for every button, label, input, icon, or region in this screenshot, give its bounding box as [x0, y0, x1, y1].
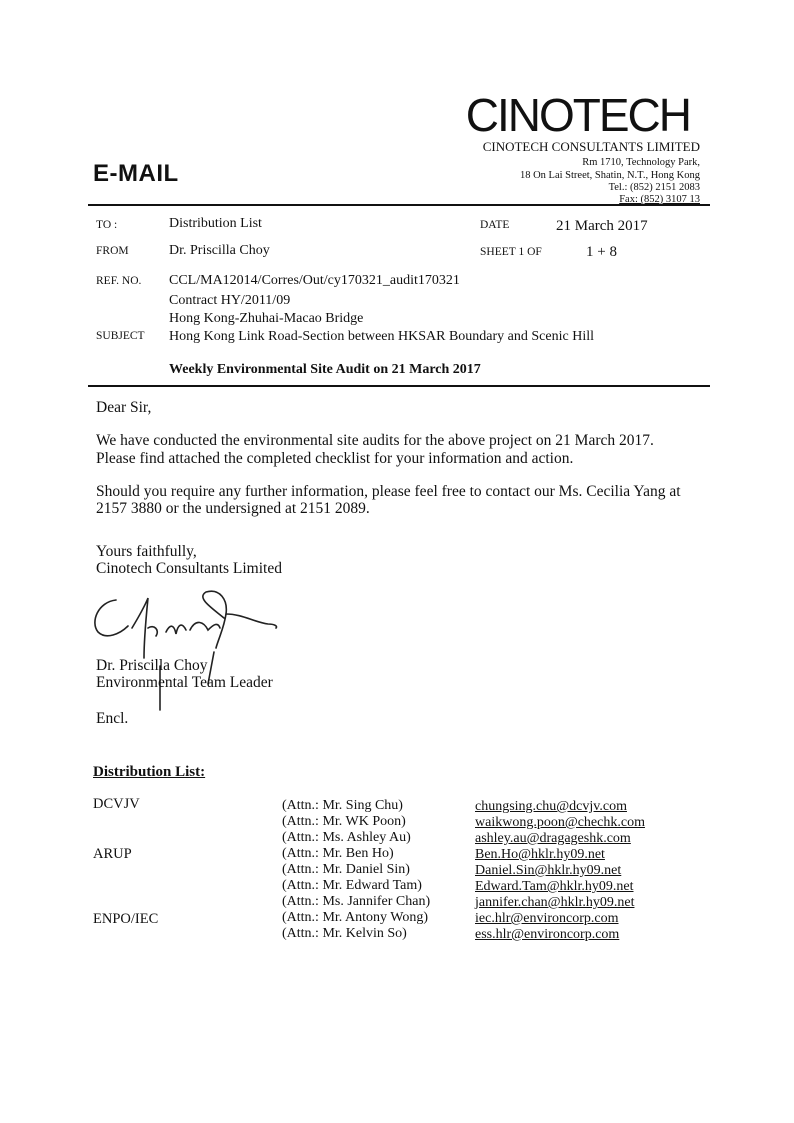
attn-kelvin-so: (Attn.: Mr. Kelvin So) [282, 926, 407, 941]
subject-line-1: Contract HY/2011/09 [169, 293, 291, 308]
email-link[interactable]: chungsing.chu@dcvjv.com [475, 799, 627, 814]
distribution-heading: Distribution List: [93, 764, 206, 780]
org-enpo-iec: ENPO/IEC [93, 911, 159, 927]
company-logo: CINOTECH [465, 89, 690, 141]
attn-edward-tam: (Attn.: Mr. Edward Tam) [282, 878, 422, 893]
date-label: DATE [480, 219, 510, 231]
paragraph-1-line-2: Please find attached the completed checklist for your information and action. [96, 450, 574, 467]
to-label: TO : [96, 219, 118, 231]
paragraph-2-line-2: 2157 3880 or the undersigned at 2151 2089. [96, 500, 370, 517]
attn-ashley-au: (Attn.: Ms. Ashley Au) [282, 830, 411, 845]
sheet-label: SHEET 1 OF [480, 246, 542, 258]
ref-label: REF. NO. [96, 275, 142, 287]
enclosure: Encl. [96, 710, 129, 727]
company-name: CINOTECH CONSULTANTS LIMITED [482, 139, 700, 154]
attn-daniel-sin: (Attn.: Mr. Daniel Sin) [282, 862, 410, 877]
email-link[interactable]: jannifer.chan@hklr.hy09.net [475, 895, 635, 910]
org-dcvjv: DCVJV [93, 796, 140, 812]
email-link[interactable]: waikwong.poon@chechk.com [475, 815, 645, 830]
from-value: Dr. Priscilla Choy [169, 243, 270, 258]
attn-wk-poon: (Attn.: Mr. WK Poon) [282, 814, 406, 829]
org-arup: ARUP [93, 846, 132, 862]
subject-line-3: Hong Kong Link Road-Section between HKSAR Boundary and Scenic Hill [169, 329, 594, 344]
subject-title: Weekly Environmental Site Audit on 21 March 2017 [169, 362, 481, 377]
signer-name: Dr. Priscilla Choy [96, 657, 208, 674]
signer-title: Environmental Team Leader [96, 674, 273, 691]
address-tel: Tel.: (852) 2151 2083 [608, 182, 700, 193]
closing: Yours faithfully, [96, 543, 197, 560]
sheet-value: 1 + 8 [586, 244, 617, 260]
attn-antony-wong: (Attn.: Mr. Antony Wong) [282, 910, 429, 925]
email-link[interactable]: Daniel.Sin@hklr.hy09.net [475, 863, 622, 878]
header-bottom-rule [88, 385, 710, 387]
from-label: FROM [96, 245, 129, 257]
attn-ben-ho: (Attn.: Mr. Ben Ho) [282, 846, 394, 861]
handwritten-signature [86, 588, 286, 713]
header-top-rule [88, 204, 710, 206]
address-line-1: Rm 1710, Technology Park, [582, 157, 700, 168]
email-link[interactable]: Ben.Ho@hklr.hy09.net [475, 847, 605, 862]
email-link[interactable]: ess.hlr@environcorp.com [475, 927, 620, 942]
salutation: Dear Sir, [96, 399, 152, 416]
email-link[interactable]: iec.hlr@environcorp.com [475, 911, 619, 926]
paragraph-2-line-1: Should you require any further information, please feel free to contact our Ms. Cecilia Yang at [96, 483, 681, 500]
attn-sing-chu: (Attn.: Mr. Sing Chu) [282, 798, 403, 813]
to-value: Distribution List [169, 216, 262, 231]
company-signoff: Cinotech Consultants Limited [96, 560, 282, 577]
date-value: 21 March 2017 [556, 218, 648, 234]
email-link[interactable]: ashley.au@dragageshk.com [475, 831, 631, 846]
email-link[interactable]: Edward.Tam@hklr.hy09.net [475, 879, 634, 894]
subject-label: SUBJECT [96, 330, 145, 342]
ref-value: CCL/MA12014/Corres/Out/cy170321_audit170321 [169, 273, 460, 288]
subject-line-2: Hong Kong-Zhuhai-Macao Bridge [169, 311, 364, 326]
paragraph-1-line-1: We have conducted the environmental site audits for the above project on 21 March 2017. [96, 432, 654, 449]
attn-jannifer-chan: (Attn.: Ms. Jannifer Chan) [282, 894, 431, 909]
document-type-title: E-MAIL [93, 160, 179, 187]
address-line-2: 18 On Lai Street, Shatin, N.T., Hong Kong [519, 170, 700, 181]
address-fax: Fax: (852) 3107 13 [619, 194, 700, 205]
